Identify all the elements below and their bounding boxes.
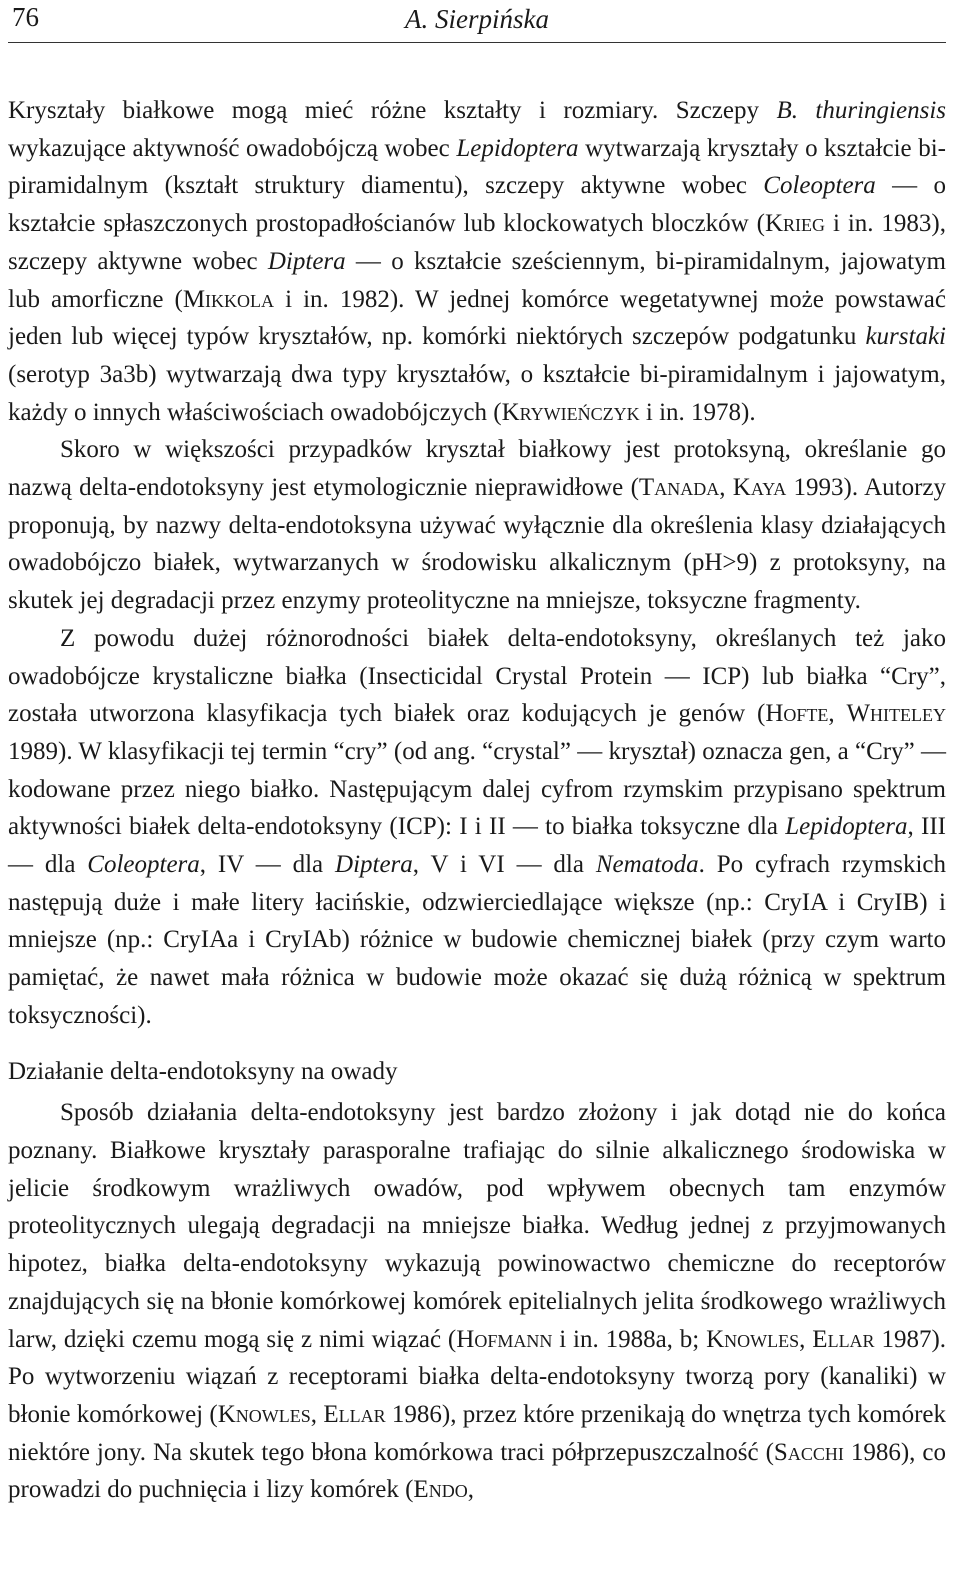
- text-run: ,: [467, 1476, 474, 1504]
- text-run: wytwarzają kryształy o kształcie bi-piramidalnym (kształt struktury diamentu), szczepy aktywne wobec: [8, 134, 946, 200]
- text-run: 1986), przez które przenikają do wnętrza tych komórek niektóre jony. Na skutek tego błona komórkowa traci półprzepuszczalność (: [8, 1400, 946, 1466]
- italic-term: Diptera: [335, 851, 413, 879]
- text-run: — o kształcie sześciennym, bi-piramidalnym, jajowatym lub amorficzne (: [8, 247, 947, 313]
- author-name: Hofte: [765, 700, 829, 728]
- author-name: Mikkola: [182, 285, 275, 313]
- page-number: 76: [12, 2, 39, 32]
- text-run: , III — dla: [8, 813, 946, 879]
- italic-term: Nematoda: [595, 851, 699, 879]
- text-run: ,: [310, 1400, 324, 1428]
- section-heading: Działanie delta-endotoksyny na owady: [8, 1057, 398, 1085]
- text-run: Kryształy białkowe mogą mieć różne kształty i rozmiary. Szczepy: [8, 97, 777, 124]
- author-name: Sacchi: [773, 1438, 844, 1466]
- running-head: A. Sierpińska: [405, 4, 549, 34]
- text-run: ,: [719, 474, 733, 502]
- text-run: 1986), co prowadzi do puchnięcia i lizy komórek (: [8, 1438, 946, 1504]
- italic-term: Lepidoptera: [785, 813, 908, 841]
- author-name: Hofmann: [456, 1325, 553, 1353]
- italic-term: Diptera: [267, 247, 346, 275]
- text-run: , IV — dla: [199, 851, 336, 879]
- author-name: Tanada: [638, 474, 720, 502]
- text-run: i in. 1983), szczepy aktywne wobec: [8, 210, 947, 275]
- author-name: Krywieńczyk: [501, 398, 640, 426]
- paragraph: [8, 92, 946, 431]
- author-name: Endo: [413, 1476, 468, 1504]
- italic-term: Coleoptera: [763, 172, 876, 200]
- author-name: Knowles: [706, 1325, 800, 1353]
- text-run: — o kształcie spłaszczonych prostopadłościanów lub klockowatych bloczków (: [8, 172, 946, 238]
- text-run: 1987). Po wytworzeniu wiązań z receptorami białka delta-endotoksyny tworzą pory (kanaliki) w błonie komórkowej (: [8, 1325, 947, 1428]
- text-run: (serotyp 3a3b) wytwarzają dwa typy kryształów, o kształcie bi-piramidalnym i jajowatym, każdy o innych właściwościach owadobójczych (: [8, 360, 946, 426]
- text-run: Sposób działania delta-endotoksyny jest bardzo złożony i jak dotąd nie do końca poznany. Białkowe kryształy parasporalne trafiając do silnie alkalicznego środowiska w jelicie środkowym wrażliwych owadów, pod wpływem obecnych tam enzymów proteolitycznych ulegają degradacji na mniejsze białka. Według jednej z przyjmowanych hipotez, białka delta-endotoksyny wykazują powinowactwo chemiczne do receptorów znajdujących się na błonie komórkowej komórek epitelialnych jelita środkowego wrażliwych larw, dzięki czemu mogą się z nimi wiązać (: [8, 1099, 946, 1353]
- text-run: i in. 1982). W jednej komórce wegetatywnej może powstawać jeden lub więcej typów kryształów, np. komórki niektórych szczepów podgatunku: [8, 285, 947, 351]
- text-run: . Po cyfrach rzymskich następują duże i małe litery łacińskie, odzwierciedlające większe (np.: CryIA i CryIB) i mniejsze (np.: CryIAa i CryIAb) różnice w budowie chemicznej białek (przy czym warto pamiętać, że nawet mała różnica w budowie może okazać się dużą różnicą w spektrum toksyczności).: [8, 851, 946, 1029]
- page-header: [8, 0, 946, 43]
- author-name: Ellar: [323, 1400, 386, 1428]
- italic-term: Lepidoptera: [456, 134, 579, 162]
- author-name: Kaya: [732, 474, 787, 502]
- text-run: i in. 1978).: [639, 398, 756, 426]
- author-name: Ellar: [812, 1325, 875, 1353]
- text-run: i in. 1988a, b;: [552, 1325, 707, 1353]
- text-run: wykazujące aktywność owadobójczą wobec: [8, 134, 457, 162]
- paragraph: [8, 620, 946, 1035]
- text-run: Z powodu dużej różnorodności białek delta-endotoksyny, określanych też jako owadobójcze krystaliczne białka (Insecticidal Crystal Protein — ICP) lub białka “Cry”, została utworzona klasyfikacja tych białek oraz kodujących je genów (: [8, 624, 946, 728]
- text-run: ,: [828, 700, 847, 728]
- italic-term: B. thuringiensis: [776, 97, 946, 124]
- paragraph: [8, 431, 946, 620]
- author-name: Whiteley: [846, 700, 947, 728]
- italic-term: kurstaki: [865, 323, 946, 351]
- text-run: Skoro w większości przypadków kryształ białkowy jest protoksyną, określanie go nazwą delta-endotoksyny jest etymologicznie nieprawidłowe (: [8, 436, 946, 502]
- text-run: 1989). W klasyfikacji tej termin “cry” (od ang. “crystal” — kryształ) oznacza gen, a “Cry” — kodowane przez niego białko. Następującym dalej cyfrom rzymskim przypisano spektrum aktywności białek delta-endotoksyny (ICP): I i II — to białka toksyczne dla: [8, 737, 946, 841]
- text-run: , V i VI — dla: [412, 851, 596, 879]
- paragraph: [8, 1094, 946, 1509]
- text-run: ,: [799, 1325, 813, 1353]
- author-name: Knowles: [217, 1400, 311, 1428]
- text-run: 1993). Autorzy proponują, by nazwy delta-endotoksyna używać wyłącznie dla określenia klasy działających owadobójczo białek, wytwarzanych w środowisku alkalicznym (pH>9) z protoksyny, na skutek jej degradacji przez enzymy proteolityczne na mniejsze, toksyczne fragmenty.: [8, 474, 946, 615]
- italic-term: Coleoptera: [87, 851, 200, 879]
- page-body: [8, 92, 946, 1509]
- author-name: Krieg: [764, 210, 826, 238]
